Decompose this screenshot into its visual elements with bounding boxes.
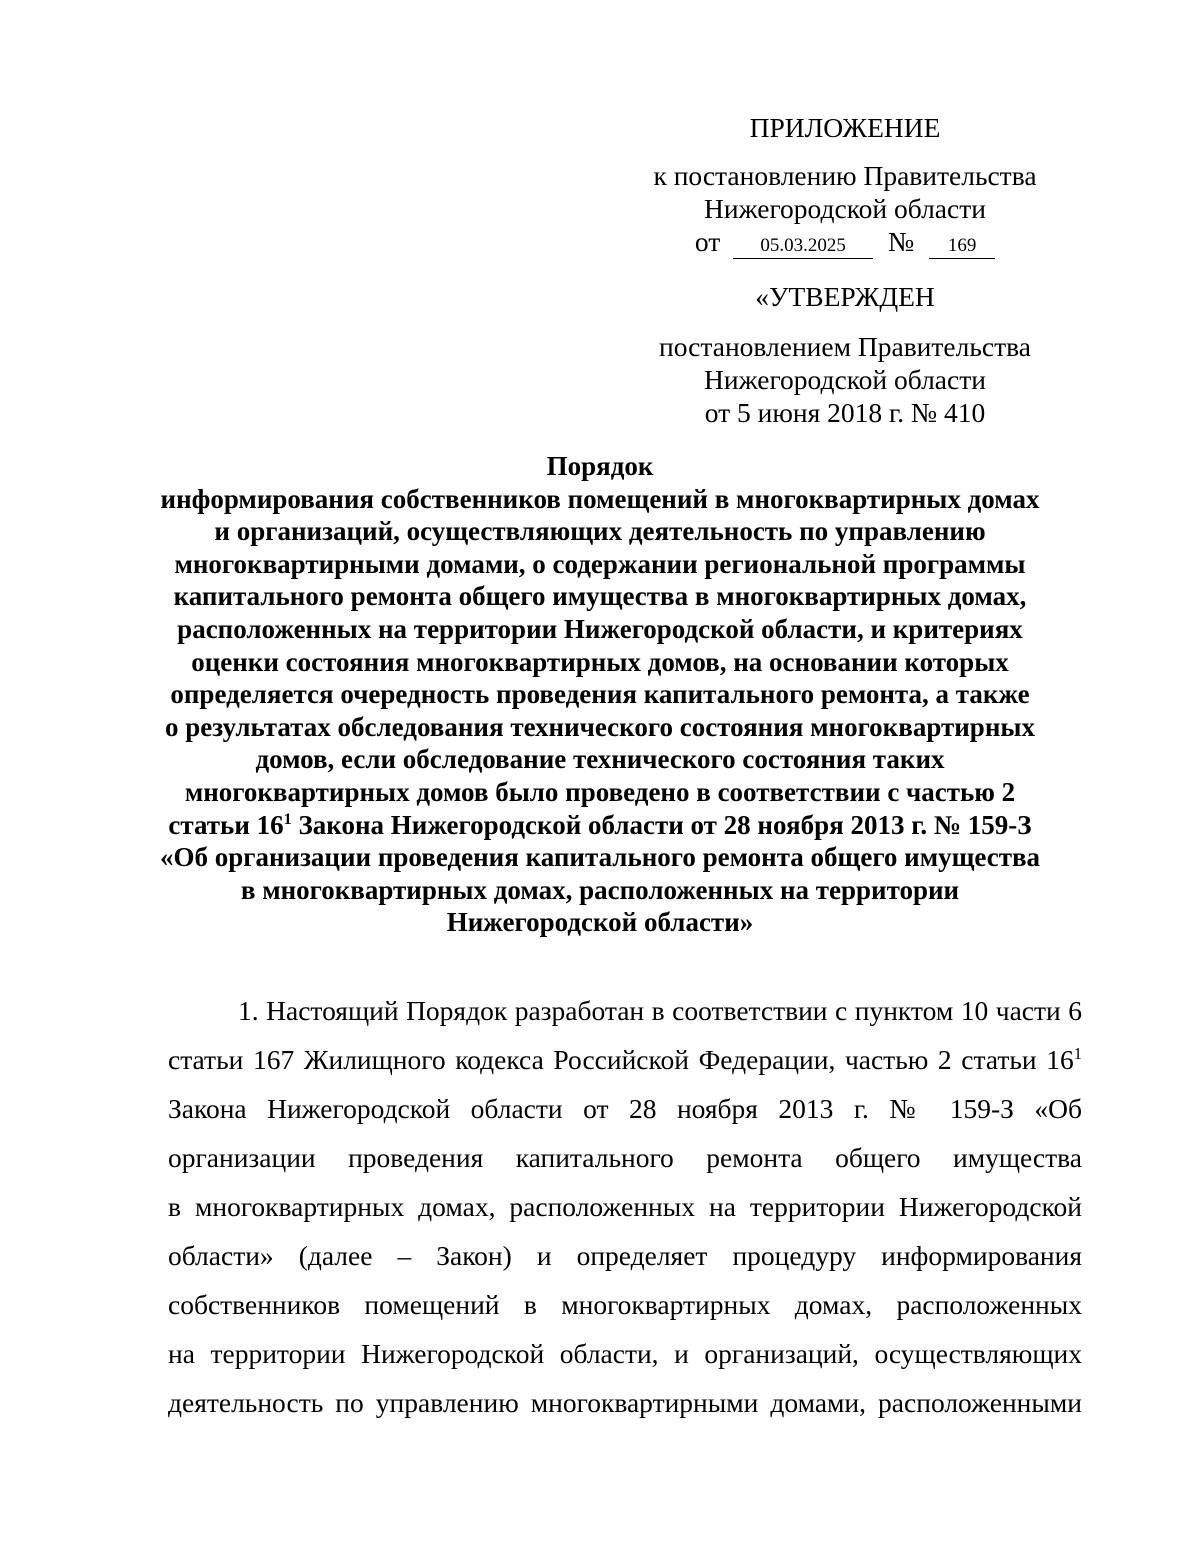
appendix-block: [645, 111, 1045, 259]
title-line: капитального ремонта общего имущества в многоквартирных домах,: [173, 581, 1027, 612]
number-sign: №: [888, 226, 915, 257]
document-title: [100, 450, 1100, 939]
paragraph-text: статьи 167 Жилищного кодекса Российской Федерации, частью 2 статьи 16: [168, 1044, 1074, 1075]
paragraph-line: 1. Настоящий Порядок разработан в соответствии с пунктом 10 части 6: [238, 995, 1082, 1026]
title-line: определяется очередность проведения капитального ремонта, а также: [170, 679, 1030, 710]
paragraph-line: в многоквартирных домах, расположенных на территории Нижегородской: [168, 1191, 1082, 1222]
paragraph-line: организации проведения капитального ремонта общего имущества: [168, 1142, 1082, 1173]
title-line: «Об организации проведения капитального ремонта общего имущества: [159, 842, 1041, 873]
decree-date-field: 05.03.2025: [733, 234, 873, 259]
approved-line: постановлением Правительства: [659, 331, 1031, 362]
title-line: Порядок: [546, 451, 654, 481]
title-line: информирования собственников помещений в многоквартирных домах: [160, 483, 1040, 514]
title-line: и организаций, осуществляющих деятельность по управлению: [214, 516, 986, 547]
appendix-line: к постановлению Правительства: [653, 160, 1037, 191]
superscript: 1: [283, 809, 292, 828]
paragraph-line: собственников помещений в многоквартирных домах, расположенных: [168, 1289, 1082, 1320]
decree-number-field: 169: [929, 234, 995, 259]
paragraph-line: [168, 1035, 1082, 1084]
title-article-text: Закона Нижегородской области от 28 ноября 2013 г. № 159-З: [291, 809, 1032, 840]
approved-line: от 5 июня 2018 г. № 410: [704, 397, 986, 428]
title-line: многоквартирными домами, о содержании региональной программы: [174, 548, 1026, 579]
date-prefix: от: [694, 226, 721, 257]
title-article-text: статьи 16: [168, 809, 284, 840]
title-line: в многоквартирных домах, расположенных на территории: [240, 874, 960, 905]
approved-block: [645, 280, 1045, 429]
paragraph-line: области» (далее – Закон) и определяет процедуру информирования: [168, 1240, 1082, 1271]
title-line: о результатах обследования технического состояния многоквартирных: [165, 711, 1035, 742]
title-line: Нижегородской области»: [446, 907, 754, 938]
title-article-line: [100, 809, 1100, 842]
superscript: 1: [1073, 1043, 1082, 1063]
approved-line: Нижегородской области: [704, 364, 986, 395]
paragraph-line: деятельность по управлению многоквартирными домами, расположенными: [168, 1387, 1082, 1418]
decree-date-line: [645, 225, 1045, 259]
title-line: расположенных на территории Нижегородской области, и критериях: [177, 613, 1023, 644]
title-line: домов, если обследование технического состояния таких: [255, 744, 945, 775]
title-line: многоквартирных домов было проведено в соответствии с частью 2: [184, 776, 1016, 807]
paragraph-line: Закона Нижегородской области от 28 ноября 2013 г. № 159-З «Об: [168, 1093, 1082, 1124]
appendix-heading: ПРИЛОЖЕНИЕ: [749, 112, 941, 143]
paragraph-line: на территории Нижегородской области, и организаций, осуществляющих: [168, 1338, 1082, 1369]
appendix-line: Нижегородской области: [704, 193, 986, 224]
title-line: оценки состояния многоквартирных домов, на основании которых: [191, 646, 1009, 677]
body-paragraph: [168, 986, 1082, 1427]
approved-heading: «УТВЕРЖДЕН: [755, 281, 935, 312]
